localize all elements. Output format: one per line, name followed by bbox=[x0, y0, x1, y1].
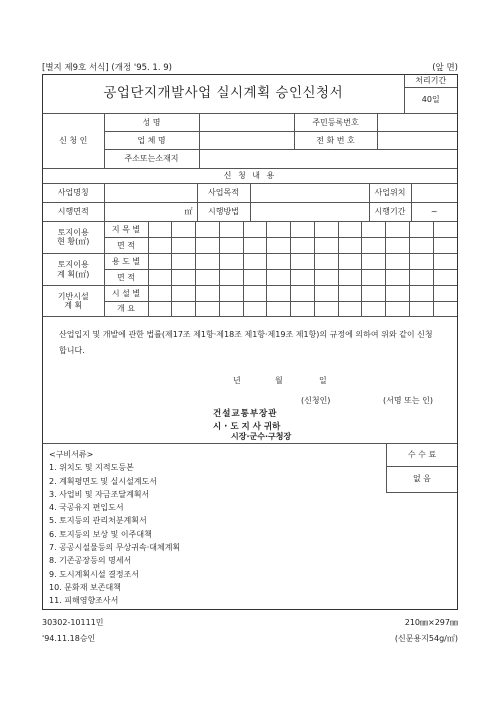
paper-size: 210㎜×297㎜ bbox=[404, 618, 458, 627]
sign-or-seal: (서명 또는 인) bbox=[383, 396, 433, 405]
purpose-label: 사업목적 bbox=[197, 183, 250, 202]
method-label: 시행방법 bbox=[197, 202, 250, 221]
land-plan-area-label: 면 적 bbox=[104, 270, 148, 286]
period-separator: ~ bbox=[430, 206, 438, 216]
recipient-mayor: 시장·군수·구청장 bbox=[231, 432, 292, 441]
period-field[interactable] bbox=[411, 202, 457, 221]
title-block bbox=[43, 75, 457, 114]
document-item: 4. 국공유지 편입도서 bbox=[49, 503, 124, 513]
applicant-label: 신 청 인 bbox=[43, 114, 104, 169]
form-number: [별지 제9호 서식] (개정 '95. 1. 9) bbox=[42, 63, 172, 73]
reg-number-label: 주민등록번호 bbox=[294, 114, 377, 132]
purpose-field[interactable] bbox=[250, 183, 369, 202]
document-item: 8. 기존공장등의 명세서 bbox=[49, 556, 132, 566]
project-name-field[interactable] bbox=[104, 183, 197, 202]
land-current-area-label: 면 적 bbox=[104, 238, 148, 254]
document-item: 5. 토지등의 관리처분계획서 bbox=[49, 516, 147, 526]
facility-overview-label: 개 요 bbox=[104, 302, 148, 317]
company-field[interactable] bbox=[199, 132, 294, 150]
document-item: 11. 피해영향조사서 bbox=[49, 596, 119, 606]
land-current-label: 토지이용 현 황(㎡) bbox=[43, 222, 104, 254]
page-side: (앞 면) bbox=[432, 63, 458, 73]
name-field[interactable] bbox=[199, 114, 294, 132]
address-label: 주소또는소재지 bbox=[104, 150, 199, 169]
area-unit: ㎡ bbox=[184, 206, 193, 216]
address-field[interactable] bbox=[199, 150, 457, 169]
location-field[interactable] bbox=[411, 183, 457, 202]
land-plan-label: 토지이용 계 획(㎡) bbox=[43, 254, 104, 286]
documents-list bbox=[49, 448, 180, 608]
area-field[interactable] bbox=[104, 202, 197, 221]
fee-label: 수 수 료 bbox=[387, 444, 458, 466]
paper-type: (신문용지54g/㎡) bbox=[394, 634, 458, 643]
reg-number-field[interactable] bbox=[377, 114, 457, 132]
land-use-grid bbox=[43, 222, 457, 318]
phone-label: 전 화 번 호 bbox=[294, 132, 377, 150]
document-item: 10. 문화재 보존대책 bbox=[49, 582, 121, 592]
applicant-section bbox=[43, 114, 457, 170]
request-section-title: 신 청 내 용 bbox=[43, 169, 457, 183]
fee-value: 없 음 bbox=[387, 466, 458, 492]
phone-field[interactable] bbox=[377, 132, 457, 150]
recipient-governor: 시 · 도 지 사 귀하 bbox=[213, 422, 281, 432]
document-items bbox=[49, 461, 180, 607]
fee-box bbox=[386, 444, 457, 493]
recipient-minister: 건설교통부장관 bbox=[213, 409, 278, 419]
applicant-sign-label: (신청인) bbox=[301, 396, 331, 405]
document-item: 2. 계획평면도 및 실시설계도서 bbox=[49, 476, 157, 486]
processing-period-value: 40일 bbox=[404, 87, 457, 113]
land-use-type-label: 용 도 별 bbox=[104, 254, 148, 270]
document-item: 3. 사업비 및 자금조달계획서 bbox=[49, 489, 150, 499]
land-category-label: 지 목 별 bbox=[104, 222, 148, 238]
approval-date: '94.11.18승인 bbox=[42, 634, 96, 643]
document-item: 6. 토지등의 보상 및 이주대책 bbox=[49, 529, 152, 539]
form-title: 공업단지개발사업 실시계획 승인신청서 bbox=[43, 75, 404, 113]
location-label: 사업위치 bbox=[369, 183, 411, 202]
period-label: 시행기간 bbox=[369, 202, 411, 221]
statement-section: 산업입지 및 개발에 관한 법률(제17조 제1항·제18조 제1항·제19조 제1항)의 규정에 의하여 위와 같이 신청합니다. 년 월 일 (신청인) (서명 또는 인) 건설교통부장관 시 · 도 지 사 귀하 시장·군수·구청장 bbox=[43, 317, 457, 444]
company-label: 업 체 명 bbox=[104, 132, 199, 150]
project-name-label: 사업명칭 bbox=[43, 183, 104, 202]
request-section bbox=[43, 169, 457, 222]
area-label: 시행면적 bbox=[43, 202, 104, 221]
method-field[interactable] bbox=[250, 202, 369, 221]
document-item: 9. 도시계획시설 결정조서 bbox=[49, 569, 139, 579]
documents-title: <구비서류> bbox=[49, 450, 94, 459]
form-code: 30302-10111민 bbox=[42, 618, 104, 627]
infra-plan-label: 기반시설 계 획 bbox=[43, 286, 104, 317]
name-label: 성 명 bbox=[104, 114, 199, 132]
documents-section bbox=[43, 444, 457, 610]
application-form bbox=[42, 74, 458, 610]
facility-type-label: 시 설 별 bbox=[104, 286, 148, 302]
document-item: 7. 공공시설물등의 무상귀속·대체계획 bbox=[49, 543, 181, 553]
document-item: 1. 위치도 및 지적도등본 bbox=[49, 463, 134, 473]
processing-period-label: 처리기간 bbox=[404, 75, 457, 87]
statement-text: 산업입지 및 개발에 관한 법률(제17조 제1항·제18조 제1항·제19조 제1항)의 규정에 의하여 위와 같이 신청합니다. bbox=[59, 330, 433, 355]
